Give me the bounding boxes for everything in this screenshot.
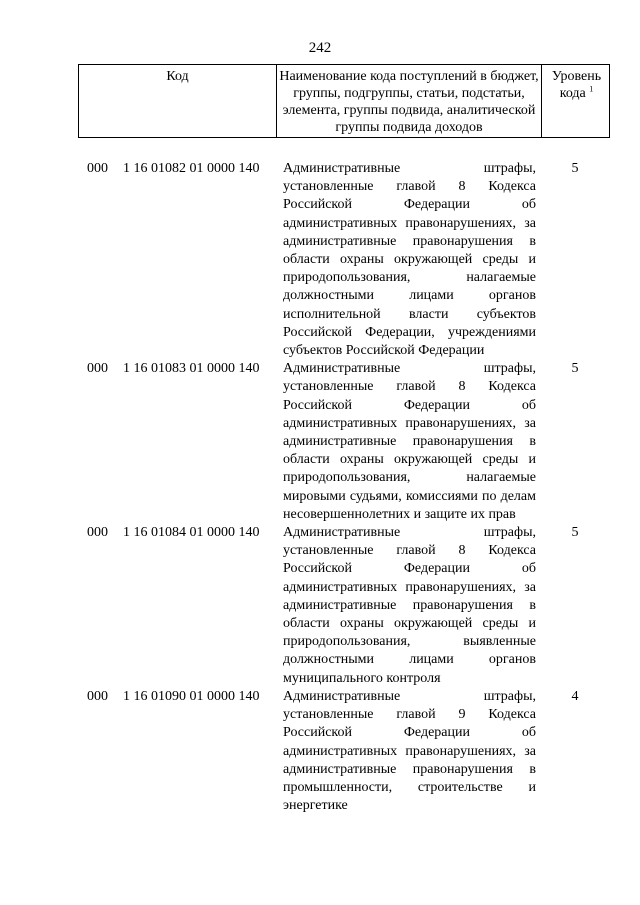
- row-income-code: 1 16 01082 01 0000 140: [123, 161, 260, 176]
- row-description: Административные штрафы, установленные главой 8 Кодекса Российской Федерации об административных правонарушениях, за административные правонарушения в области охраны окружающей среды и природопользования, выявленные должностными лицами органов муниципального контроля: [283, 525, 536, 686]
- row-admin-code: 000: [87, 361, 108, 377]
- row-income-code: 1 16 01090 01 0000 140: [123, 688, 260, 704]
- header-code: Код: [79, 65, 277, 137]
- table-row: [0, 524, 640, 688]
- table-body: [0, 160, 640, 815]
- row-admin-code: 000: [87, 525, 108, 541]
- header-name: Наименование кода поступлений в бюджет, группы, подгруппы, статьи, подстатьи, элемента, группы подвида, аналитической группы подвида доходов: [277, 65, 542, 137]
- header-level-footnote: 1: [589, 84, 594, 94]
- row-level: 5: [571, 161, 579, 176]
- table-row: [0, 360, 640, 524]
- page-number: 242: [308, 40, 332, 56]
- row-description: Административные штрафы, установленные главой 8 Кодекса Российской Федерации об административных правонарушениях, за административные правонарушения в области охраны окружающей среды и природопользования, налагаемые должностными лицами органов исполнительной власти субъектов Российской Федерации, учреждениями субъектов Российской Федерации: [283, 161, 536, 359]
- row-level: 5: [571, 525, 579, 541]
- row-description: Административные штрафы, установленные главой 9 Кодекса Российской Федерации об административных правонарушениях, за административные правонарушения в промышленности, строительстве и энергетике: [283, 688, 536, 814]
- row-income-code: 1 16 01084 01 0000 140: [123, 525, 260, 541]
- header-level: [542, 65, 611, 137]
- row-level: 4: [571, 688, 579, 704]
- row-level: 5: [571, 361, 579, 377]
- header-level-label: Уровень кода: [551, 69, 602, 101]
- row-admin-code: 000: [87, 161, 108, 176]
- table-row: [0, 160, 640, 360]
- table-row: [0, 688, 640, 815]
- table-header: [78, 64, 610, 138]
- row-income-code: 1 16 01083 01 0000 140: [123, 361, 260, 377]
- row-admin-code: 000: [87, 688, 108, 704]
- row-description: Административные штрафы, установленные главой 8 Кодекса Российской Федерации об административных правонарушениях, за административные правонарушения в области охраны окружающей среды и природопользования, налагаемые мировыми судьями, комиссиями по делам несовершеннолетних и защите их прав: [283, 361, 536, 522]
